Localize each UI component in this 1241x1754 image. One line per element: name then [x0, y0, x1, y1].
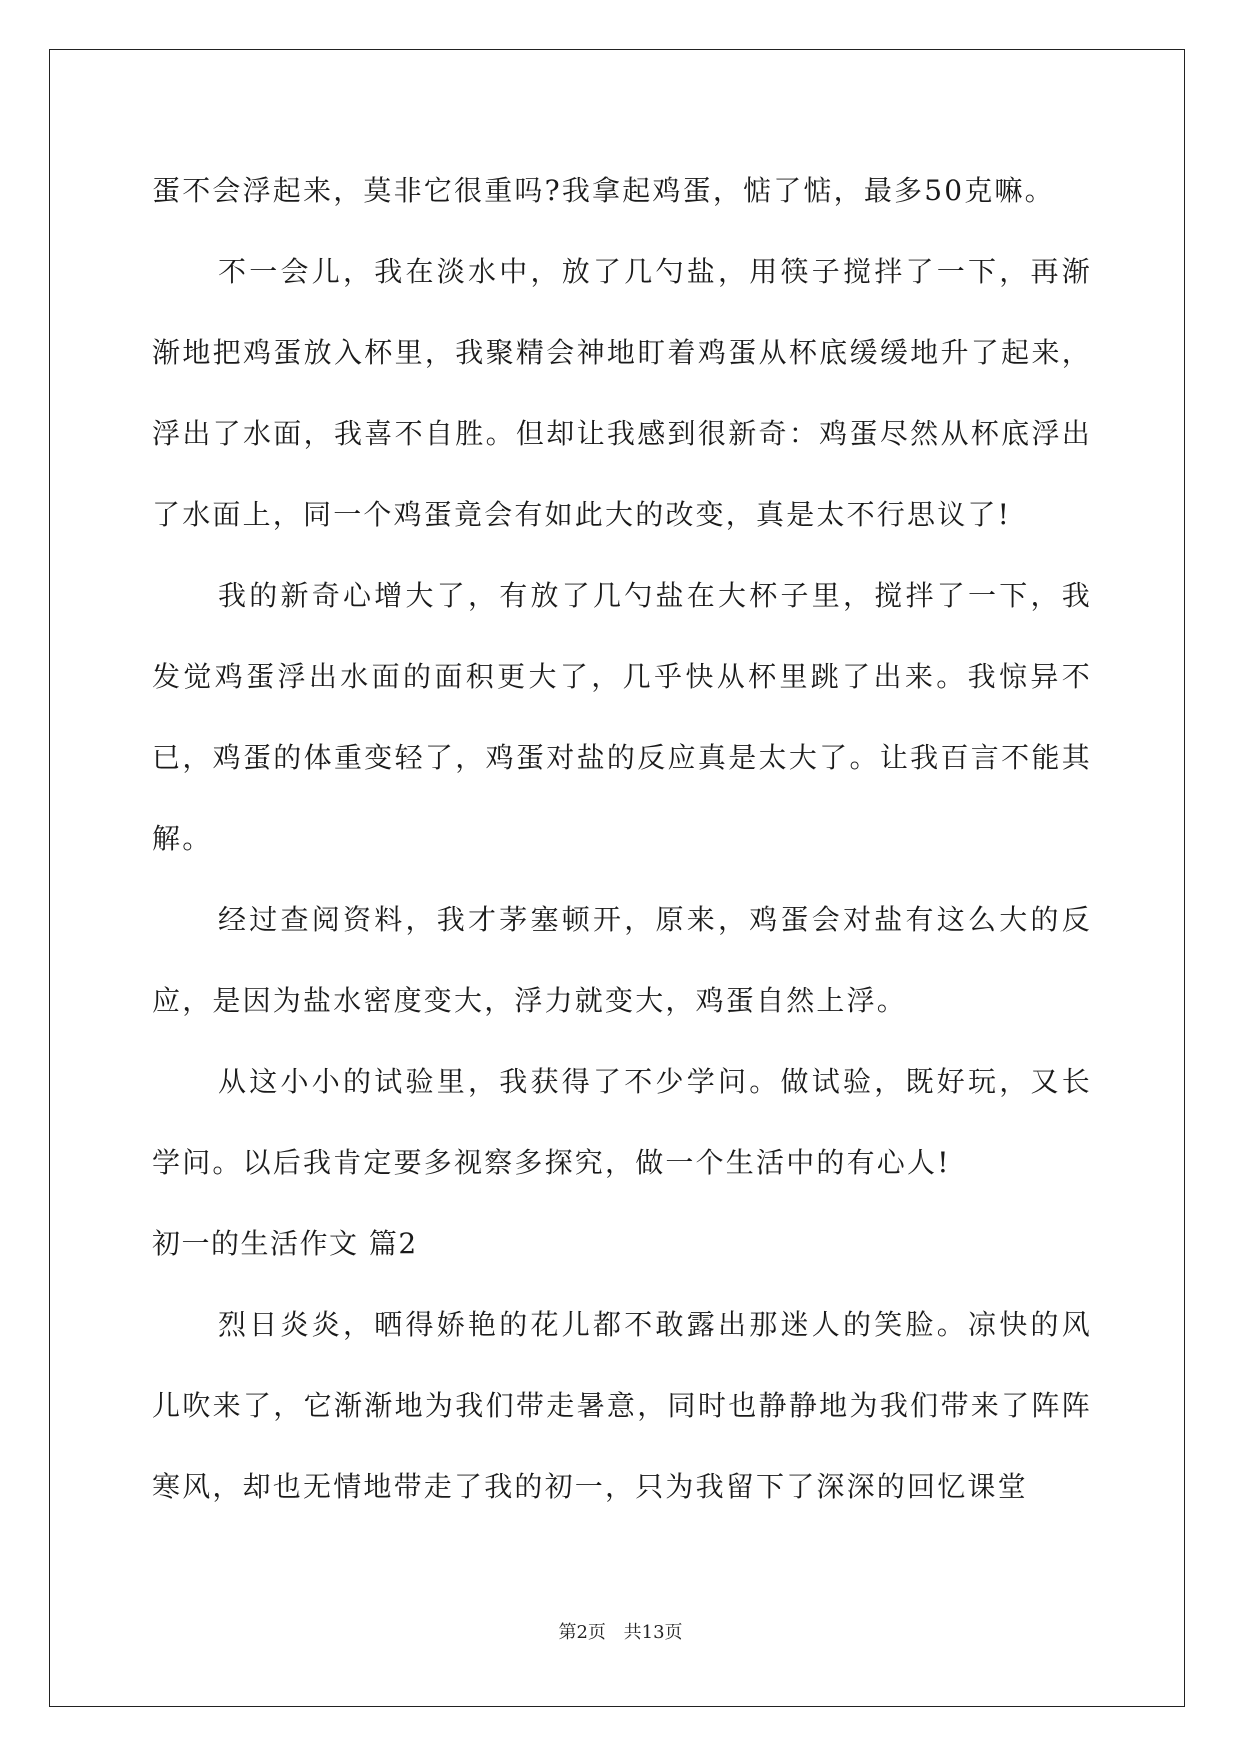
paragraph-5: 从这小小的试验里，我获得了不少学问。做试验，既好玩，又长学问。以后我肯定要多视察多探究，做一个生活中的有心人! [152, 1065, 1092, 1179]
section-heading: 初一的生活作文 篇2 [152, 1227, 418, 1260]
document-body [152, 150, 1092, 1527]
paragraph-4: 经过查阅资料，我才茅塞顿开，原来，鸡蛋会对盐有这么大的反应，是因为盐水密度变大，浮力就变大，鸡蛋自然上浮。 [152, 903, 1092, 1017]
page-total: 共13页 [623, 1622, 683, 1643]
paragraph-1: 蛋不会浮起来，莫非它很重吗?我拿起鸡蛋，惦了惦，最多50克嘛。 [152, 174, 1055, 207]
page-number: 第2页 [558, 1622, 606, 1643]
page-footer [0, 1618, 1241, 1644]
paragraph-6: 烈日炎炎，晒得娇艳的花儿都不敢露出那迷人的笑脸。凉快的风儿吹来了，它渐渐地为我们带走暑意，同时也静静地为我们带来了阵阵寒风，却也无情地带走了我的初一，只为我留下了深深的回忆课堂 [152, 1308, 1092, 1503]
paragraph-2: 不一会儿，我在淡水中，放了几勺盐，用筷子搅拌了一下，再渐渐地把鸡蛋放入杯里，我聚精会神地盯着鸡蛋从杯底缓缓地升了起来，浮出了水面，我喜不自胜。但却让我感到很新奇：鸡蛋尽然从杯底浮出了水面上，同一个鸡蛋竟会有如此大的改变，真是太不行思议了! [152, 255, 1092, 531]
paragraph-3: 我的新奇心增大了，有放了几勺盐在大杯子里，搅拌了一下，我发觉鸡蛋浮出水面的面积更大了，几乎快从杯里跳了出来。我惊异不已，鸡蛋的体重变轻了，鸡蛋对盐的反应真是太大了。让我百言不能其解。 [152, 579, 1092, 855]
